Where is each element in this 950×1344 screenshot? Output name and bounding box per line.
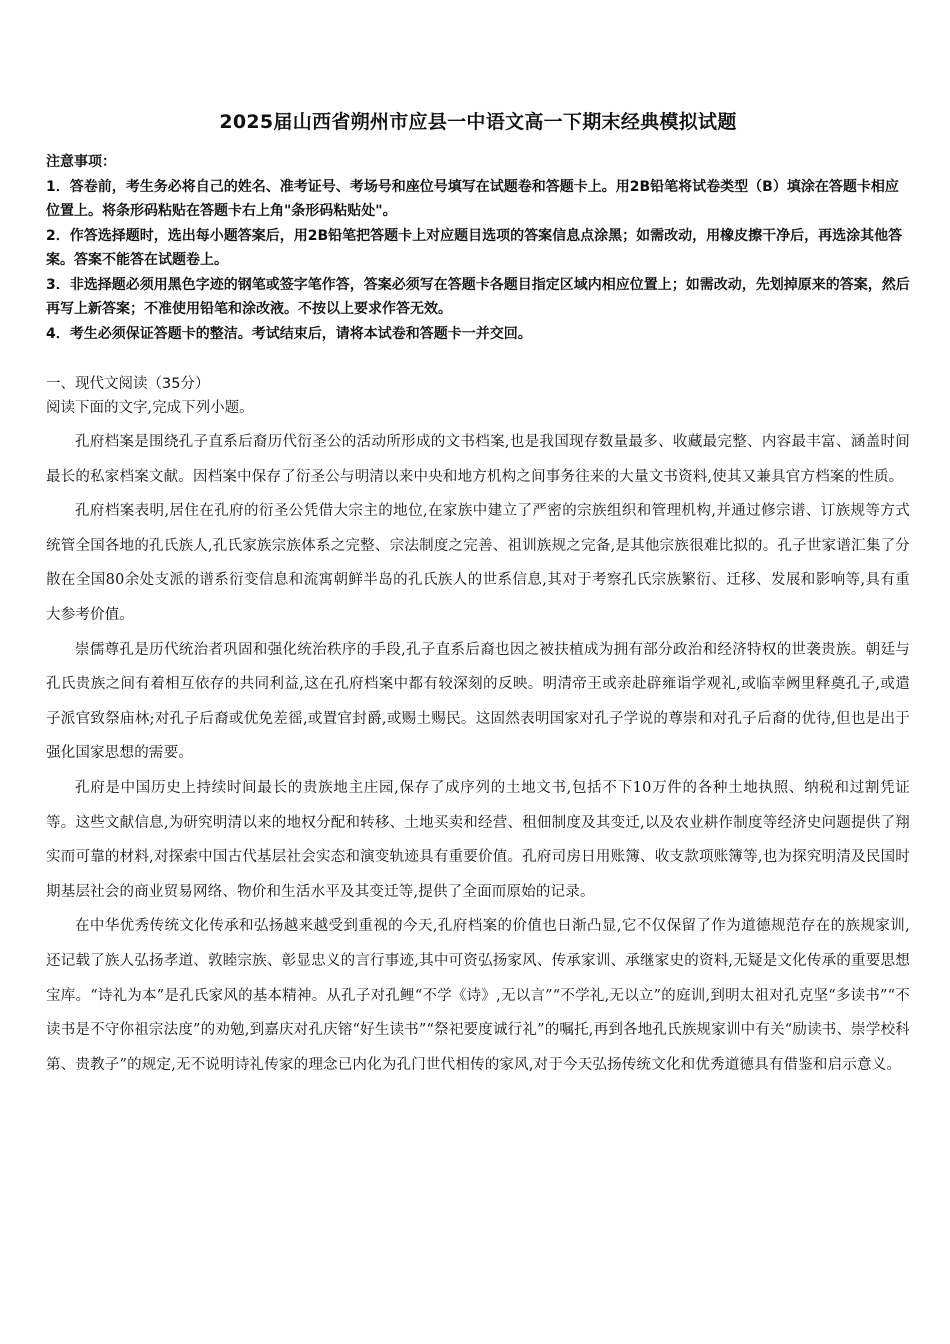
passage-paragraph-4: 孔府是中国历史上持续时间最长的贵族地主庄园,保存了成序列的土地文书,包括不下10万件的各种土地执照、纳税和过割凭证等。这些文献信息,为研究明清以来的地权分配和转移、土地买卖和经营、租佃制度及其变迁,以及农业耕作制度等经济史问题提供了翔实而可靠的材料,对探索中国古代基层社会实态和演变轨迹具有重要价值。孔府司房日用账簿、收支款项账簿等,也为探究明清及民国时期基层社会的商业贸易网络、物价和生活水平及其变迁等,提供了全面而原始的记录。 [46, 779, 910, 900]
notice-item-4: 4．考生必须保证答题卡的整洁。考试结束后，请将本试卷和答题卡一并交回。 [46, 325, 532, 342]
passage-paragraph-5: 在中华优秀传统文化传承和弘扬越来越受到重视的今天,孔府档案的价值也日渐凸显,它不仅保留了作为道德规范存在的族规家训,还记载了族人弘扬孝道、敦睦宗族、彰显忠义的言行事迹,其中可资弘扬家风、传承家训、承继家史的资料,无疑是文化传承的重要思想宝库。“诗礼为本”是孔氏家风的基本精神。从孔子对孔鲤“不学《诗》,无以言”“不学礼,无以立”的庭训,到明太祖对孔克坚“多读书”“不读书是不守你祖宗法度”的劝勉,到嘉庆对孔庆镕“好生读书”“祭祀要度诚行礼”的嘱托,再到各地孔氏族规家训中有关“励读书、崇学校科第、贵教子”的规定,无不说明诗礼传家的理念已内化为孔门世代相传的家风,对于今天弘扬传统文化和优秀道德具有借鉴和启示意义。 [46, 918, 910, 1073]
notice-item-1: 1．答卷前，考生务必将自己的姓名、准考证号、考场号和座位号填写在试题卷和答题卡上。用2B铅笔将试卷类型（B）填涂在答题卡相应位置上。将条形码粘贴在答题卡右上角"条形码粘贴处"。 [46, 178, 899, 219]
exam-title: 2025届山西省朔州市应县一中语文高一下期末经典模拟试题 [219, 111, 737, 133]
section-heading: 一、现代文阅读（35分） [46, 376, 210, 392]
passage-paragraph-3: 崇儒尊孔是历代统治者巩固和强化统治秩序的手段,孔子直系后裔也因之被扶植成为拥有部分政治和经济特权的世袭贵族。朝廷与孔氏贵族之间有着相互依存的共同利益,这在孔府档案中都有较深刻的反映。明清帝王或亲赴辟雍诣学观礼,或临幸阙里释奠孔子,或遣子派官致祭庙林;对孔子后裔或优免差徭,或置官封爵,或赐土赐民。这固然表明国家对孔子学说的尊崇和对孔子后裔的优待,但也是出于强化国家思想的需要。 [46, 641, 910, 762]
passage-paragraph-1: 孔府档案是围绕孔子直系后裔历代衍圣公的活动所形成的文书档案,也是我国现存数量最多、收藏最完整、内容最丰富、涵盖时间最长的私家档案文献。因档案中保存了衍圣公与明清以来中央和地方机构之间事务往来的大量文书资料,使其又兼具官方档案的性质。 [46, 434, 910, 485]
passage-paragraph-2: 孔府档案表明,居住在孔府的衍圣公凭借大宗主的地位,在家族中建立了严密的宗族组织和管理机构,并通过修宗谱、订族规等方式统管全国各地的孔氏族人,孔氏家族宗族体系之完整、宗法制度之完善、祖训族规之完备,是其他宗族很难比拟的。孔子世家谱汇集了分散在全国80余处支派的谱系衍变信息和流寓朝鲜半岛的孔氏族人的世系信息,其对于考察孔氏宗族繁衍、迁移、发展和影响等,具有重大参考价值。 [46, 503, 910, 623]
notice-heading: 注意事项： [46, 154, 116, 170]
notice-item-2: 2．作答选择题时，选出每小题答案后，用2B铅笔把答题卡上对应题目选项的答案信息点涂黑；如需改动，用橡皮擦干净后，再选涂其他答案。答案不能答在试题卷上。 [46, 227, 903, 268]
notice-block [46, 150, 910, 346]
reading-instruction: 阅读下面的文字,完成下列小题。 [46, 400, 254, 416]
reading-passage [46, 425, 910, 1082]
notice-item-3: 3．非选择题必须用黑色字迹的钢笔或签字笔作答，答案必须写在答题卡各题目指定区域内相应位置上；如需改动，先划掉原来的答案，然后再写上新答案；不准使用铅笔和涂改液。不按以上要求作答无效。 [46, 276, 910, 317]
